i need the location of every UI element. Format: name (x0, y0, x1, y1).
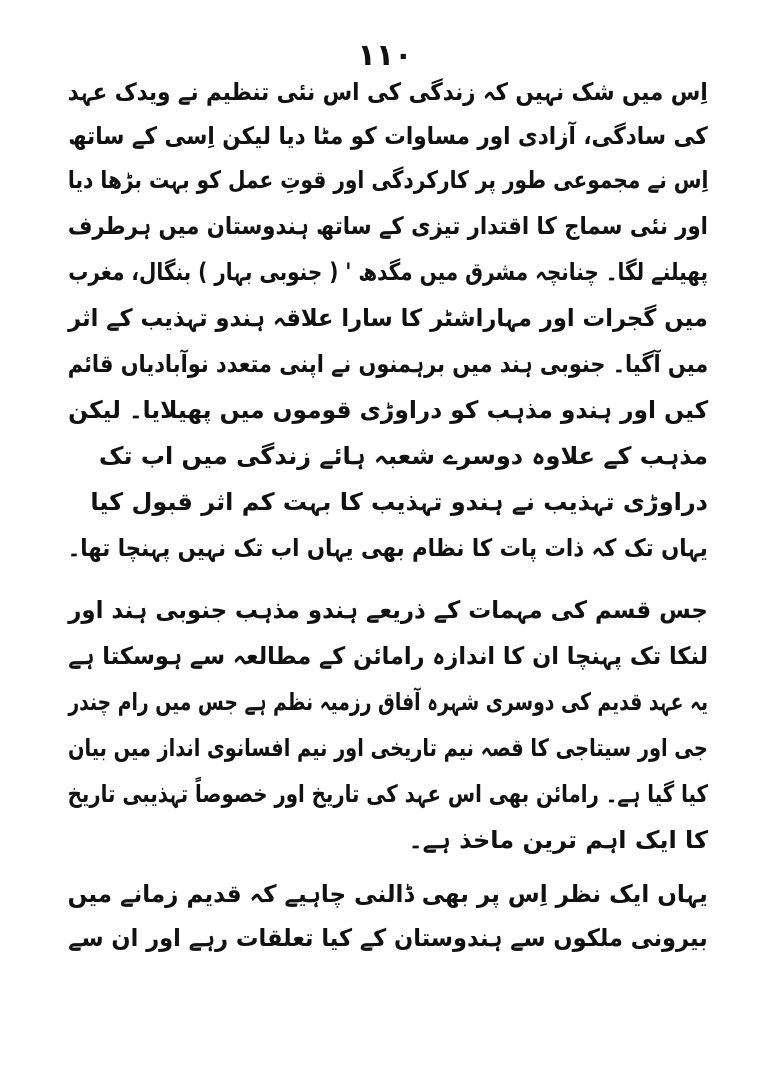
paragraph-1 (68, 78, 708, 578)
text-line: یہاں تک کہ ذات پات کا نظام بھی یہاں اب تک نہیں پہنچا تھا۔ (67, 534, 708, 562)
text-line: مذہب کے علاوہ دوسرے شعبہ ہائے زندگی میں اب تک (98, 442, 708, 470)
text-line: کا ایک اہم ترین ماخذ ہے۔ (408, 826, 708, 854)
text-line: بیرونی ملکوں سے ہندوستان کے کیا تعلقات رہے اور ان سے (68, 924, 708, 952)
text-line: پھیلنے لگا۔ چنانچہ مشرق میں مگدھ ' ( جنوبی بہار ) بنگال، مغرب (68, 258, 708, 286)
text-line: دراوڑی تہذیب نے ہندو تہذیب کا بہت کم اثر قبول کیا (90, 488, 708, 516)
page-number: ١١٠ (357, 38, 413, 73)
text-line: میں گجرات اور مہاراشٹر کا سارا علاقہ ہندو تہذیب کے اثر (68, 304, 708, 332)
paragraph-3 (68, 880, 708, 970)
text-line: یہاں ایک نظر اِس پر بھی ڈالنی چاہیے کہ قدیم زمانے میں (67, 880, 708, 908)
text-line: یہ عہد قدیم کی دوسری شہرہ آفاق رزمیہ نظم ہے جس میں رام چندر (68, 688, 708, 716)
text-line: میں آگیا۔ جنوبی ہند میں برہمنوں نے اپنی متعدد نوآبادیاں قائم (67, 350, 708, 378)
text-line: لنکا تک پہنچا ان کا اندازہ رامائن کے مطالعہ سے ہوسکتا ہے (68, 642, 708, 670)
text-line: اور نئی سماج کا اقتدار تیزی کے ساتھ ہندوستان میں ہرطرف (67, 212, 708, 240)
text-line: جس قسم کی مہمات کے ذریعے ہندو مذہب جنوبی ہند اور (68, 596, 708, 624)
text-line: کی سادگی، آزادی اور مساوات کو مٹا دیا لیکن اِسی کے ساتھ (68, 122, 708, 150)
text-line: اِس میں شک نہیں کہ زندگی کی اس نئی تنظیم نے ویدک عہد (67, 78, 708, 106)
text-line: اِس نے مجموعی طور پر کارکردگی اور قوتِ عمل کو بہت بڑھا دیا (67, 166, 708, 194)
paragraph-2 (68, 596, 708, 866)
text-line: جی اور سیتاجی کا قصہ نیم تاریخی اور نیم افسانوی انداز میں بیان (68, 734, 708, 762)
text-line: کیں اور ہندو مذہب کو دراوڑی قوموں میں پھیلایا۔ لیکن (67, 396, 708, 424)
text-line: کیا گیا ہے۔ رامائن بھی اس عہد کی تاریخ اور خصوصاً تہذیبی تاریخ (67, 780, 708, 808)
